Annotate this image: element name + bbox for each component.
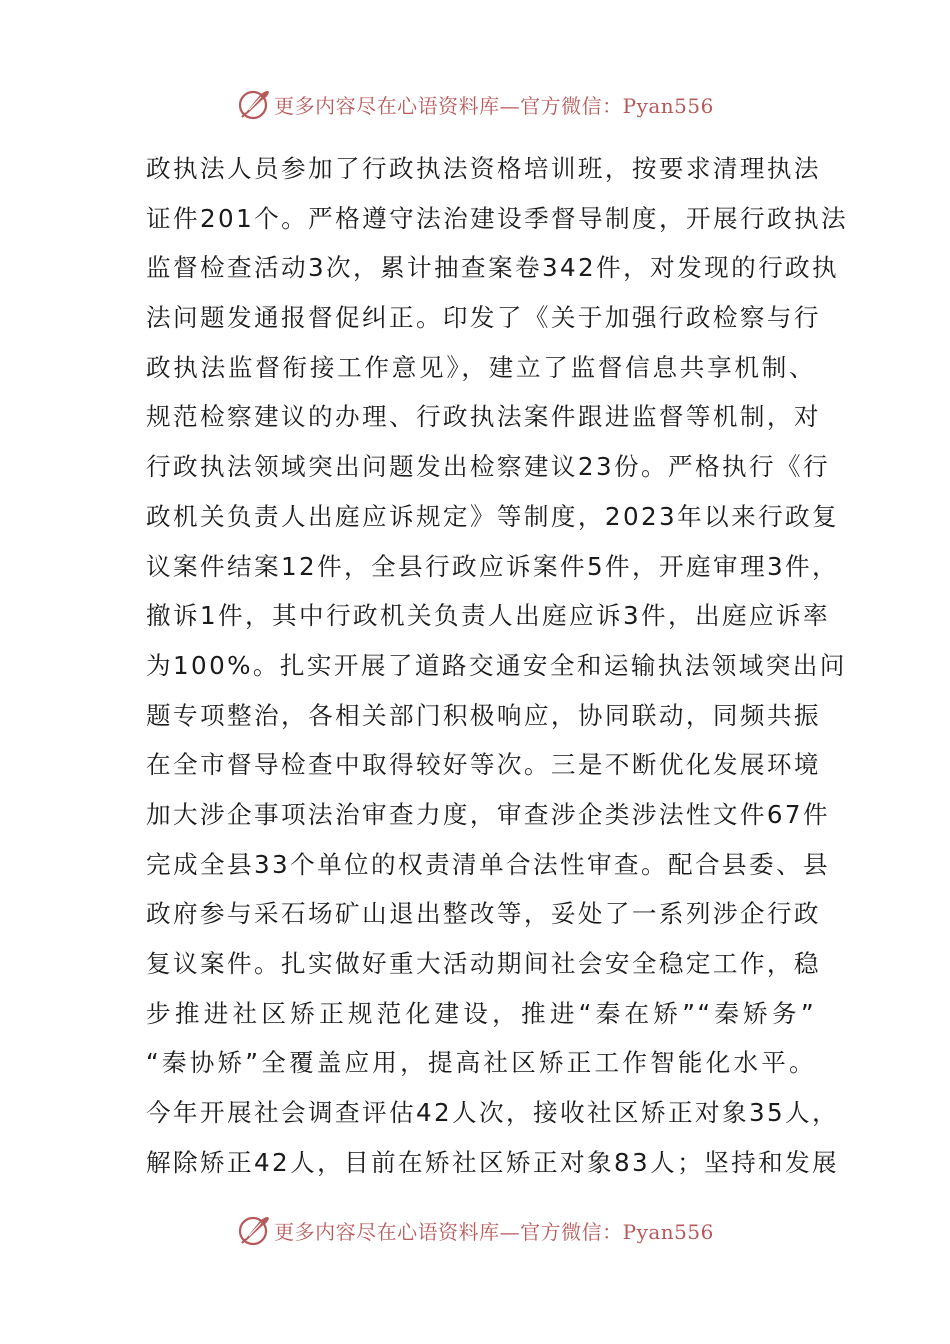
footer-banner — [0, 1210, 950, 1250]
body-line: 议案件结案12件，全县行政应诉案件5件，开庭审理3件， — [146, 551, 840, 581]
header-banner-text: 更多内容尽在心语资料库—官方微信：Pyan556 — [274, 93, 714, 118]
body-line: 加大涉企事项法治审查力度，审查涉企类涉法性文件67件 — [146, 799, 830, 829]
body-line: 行政执法领域突出问题发出检察建议23份。严格执行《行 — [146, 452, 830, 482]
body-line: 解除矫正42人，目前在矫社区矫正对象83人；坚持和发展 — [146, 1147, 840, 1177]
body-line: 在全市督导检查中取得较好等次。三是不断优化发展环境 — [146, 750, 821, 780]
body-line: 证件201个。严格遵守法治建设季督导制度，开展行政执法 — [146, 203, 848, 233]
body-line: 监督检查活动3次，累计抽查案卷342件，对发现的行政执 — [146, 253, 840, 283]
footer-banner-text: 更多内容尽在心语资料库—官方微信：Pyan556 — [274, 1219, 714, 1244]
quill-pen-logo-icon — [236, 1212, 272, 1248]
quill-pen-logo-icon — [236, 86, 272, 122]
body-line: 复议案件。扎实做好重大活动期间社会安全稳定工作，稳 — [146, 949, 821, 978]
body-line: 步推进社区矫正规范化建设，推进“秦在矫”“秦矫务” — [146, 998, 816, 1028]
body-line: 政执法监督衔接工作意见》，建立了监督信息共享机制、 — [146, 352, 816, 382]
document-body — [146, 144, 848, 1187]
body-line: “秦协矫”全覆盖应用，提高社区矫正工作智能化水平。 — [146, 1048, 816, 1078]
body-line: 政执法人员参加了行政执法资格培训班，按要求清理执法 — [146, 154, 821, 183]
body-line: 规范检察建议的办理、行政执法案件跟进监督等机制，对 — [146, 402, 821, 432]
header-banner — [0, 84, 950, 124]
body-line: 完成全县33个单位的权责清单合法性审查。配合县委、县 — [146, 849, 830, 879]
body-line: 政府参与采石场矿山退出整改等，妥处了一系列涉企行政 — [146, 899, 821, 929]
body-line: 法问题发通报督促纠正。印发了《关于加强行政检察与行 — [146, 303, 821, 333]
body-line: 政机关负责人出庭应诉规定》等制度，2023年以来行政复 — [146, 501, 840, 531]
body-line: 为100%。扎实开展了道路交通安全和运输执法领域突出问 — [146, 650, 847, 680]
body-line: 撤诉1件，其中行政机关负责人出庭应诉3件，出庭应诉率 — [146, 601, 830, 631]
body-line: 今年开展社会调查评估42人次，接收社区矫正对象35人， — [146, 1098, 840, 1128]
body-line: 题专项整治，各相关部门积极响应，协同联动，同频共振 — [146, 700, 821, 730]
